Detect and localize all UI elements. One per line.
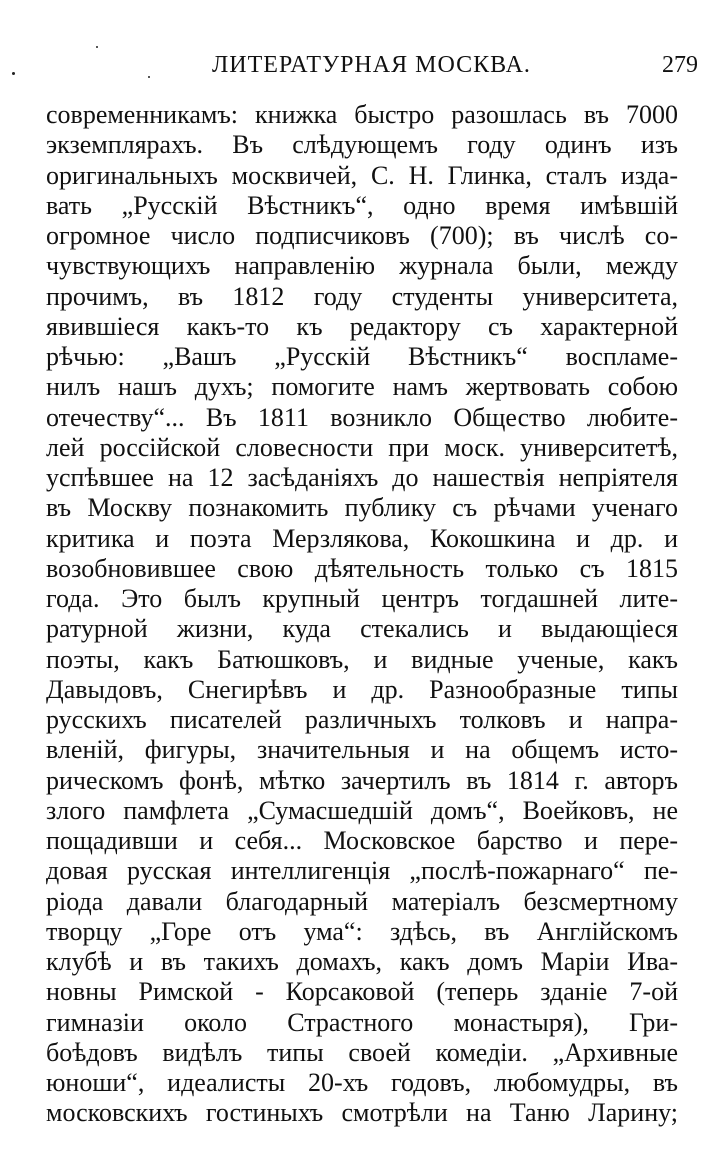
body-text xyxy=(46,100,678,1129)
text-line: рическомъ фонѣ, мѣтко зачертилъ въ 1814 г. авторъ xyxy=(46,765,678,795)
text-line: вленій, фигуры, значительныя и на общемъ исто- xyxy=(46,735,678,765)
text-line: успѣвшее на 12 засѣданіяхъ до нашествія непріятеля xyxy=(46,463,678,492)
page-number: 279 xyxy=(662,52,698,78)
text-line: отечеству“... Въ 1811 возникло Общество любите- xyxy=(46,402,678,432)
running-title: ЛИТЕРАТУРНАЯ МОСКВА. xyxy=(212,52,531,78)
text-line: поэты, какъ Батюшковъ, и видные ученые, какъ xyxy=(46,644,678,674)
text-line: вать „Русскій Вѣстникъ“, одно время имѣвшій xyxy=(46,190,678,220)
text-line: экземплярахъ. Въ слѣдующемъ году одинъ изъ xyxy=(46,130,678,160)
running-header xyxy=(0,52,728,88)
text-line: русскихъ писателей различныхъ толковъ и напра- xyxy=(46,705,678,734)
text-line: ратурной жизни, куда стекались и выдающіеся xyxy=(46,614,678,644)
text-line: злого памфлета „Сумасшедшій домъ“, Воейковъ, не xyxy=(46,795,678,825)
text-line: довая русская интеллигенція „послѣ-пожарнаго“ пе- xyxy=(46,856,678,886)
text-line: современникамъ: книжка быстро разошлась въ 7000 xyxy=(46,100,678,129)
text-line: въ Москву познакомить публику съ рѣчами ученаго xyxy=(46,493,678,523)
text-line: юноши“, идеалисты 20-хъ годовъ, любомудры, въ xyxy=(46,1068,678,1097)
text-line: огромное число подписчиковъ (700); въ числѣ со- xyxy=(46,221,678,250)
text-line: рѣчью: „Вашъ „Русскій Вѣстникъ“ воспламе- xyxy=(46,342,678,371)
text-line: московскихъ гостиныхъ смотрѣли на Таню Ларину; xyxy=(46,1098,678,1128)
text-line: гимназіи около Страстного монастыря), Гри- xyxy=(46,1007,678,1037)
text-line: боѣдовъ видѣлъ типы своей комедіи. „Архивные xyxy=(46,1037,678,1067)
text-line: творцу „Горе отъ ума“: здѣсь, въ Англійскомъ xyxy=(46,916,678,946)
text-line: ріода давали благодарный матеріалъ безсмертному xyxy=(46,886,678,916)
print-speck xyxy=(96,46,98,48)
text-line: лей россійской словесности при моск. университетѣ, xyxy=(46,432,678,462)
text-line: клубѣ и въ такихъ домахъ, какъ домъ Маріи Ива- xyxy=(46,947,678,976)
text-line: критика и поэта Мерзлякова, Кокошкина и др. и xyxy=(46,523,678,553)
text-line: явившіеся какъ-то къ редактору съ характерной xyxy=(46,311,678,341)
text-line: чувствующихъ направленію журнала были, между xyxy=(46,251,678,281)
text-line: нилъ нашъ духъ; помогите намъ жертвовать собою xyxy=(46,372,678,402)
text-line: возобновившее свою дѣятельность только съ 1815 xyxy=(46,553,678,583)
text-line: пощадивши и себя... Московское барство и пере- xyxy=(46,826,678,855)
text-line: Давыдовъ, Снегирѣвъ и др. Разнообразные типы xyxy=(46,674,678,704)
text-line: года. Это былъ крупный центръ тогдашней лите- xyxy=(46,584,678,613)
text-line: оригинальныхъ москвичей, С. Н. Глинка, сталъ изда- xyxy=(46,160,678,190)
text-line: прочимъ, въ 1812 году студенты университета, xyxy=(46,281,678,311)
text-line: новны Римской - Корсаковой (теперь зданіе 7-ой xyxy=(46,977,678,1007)
